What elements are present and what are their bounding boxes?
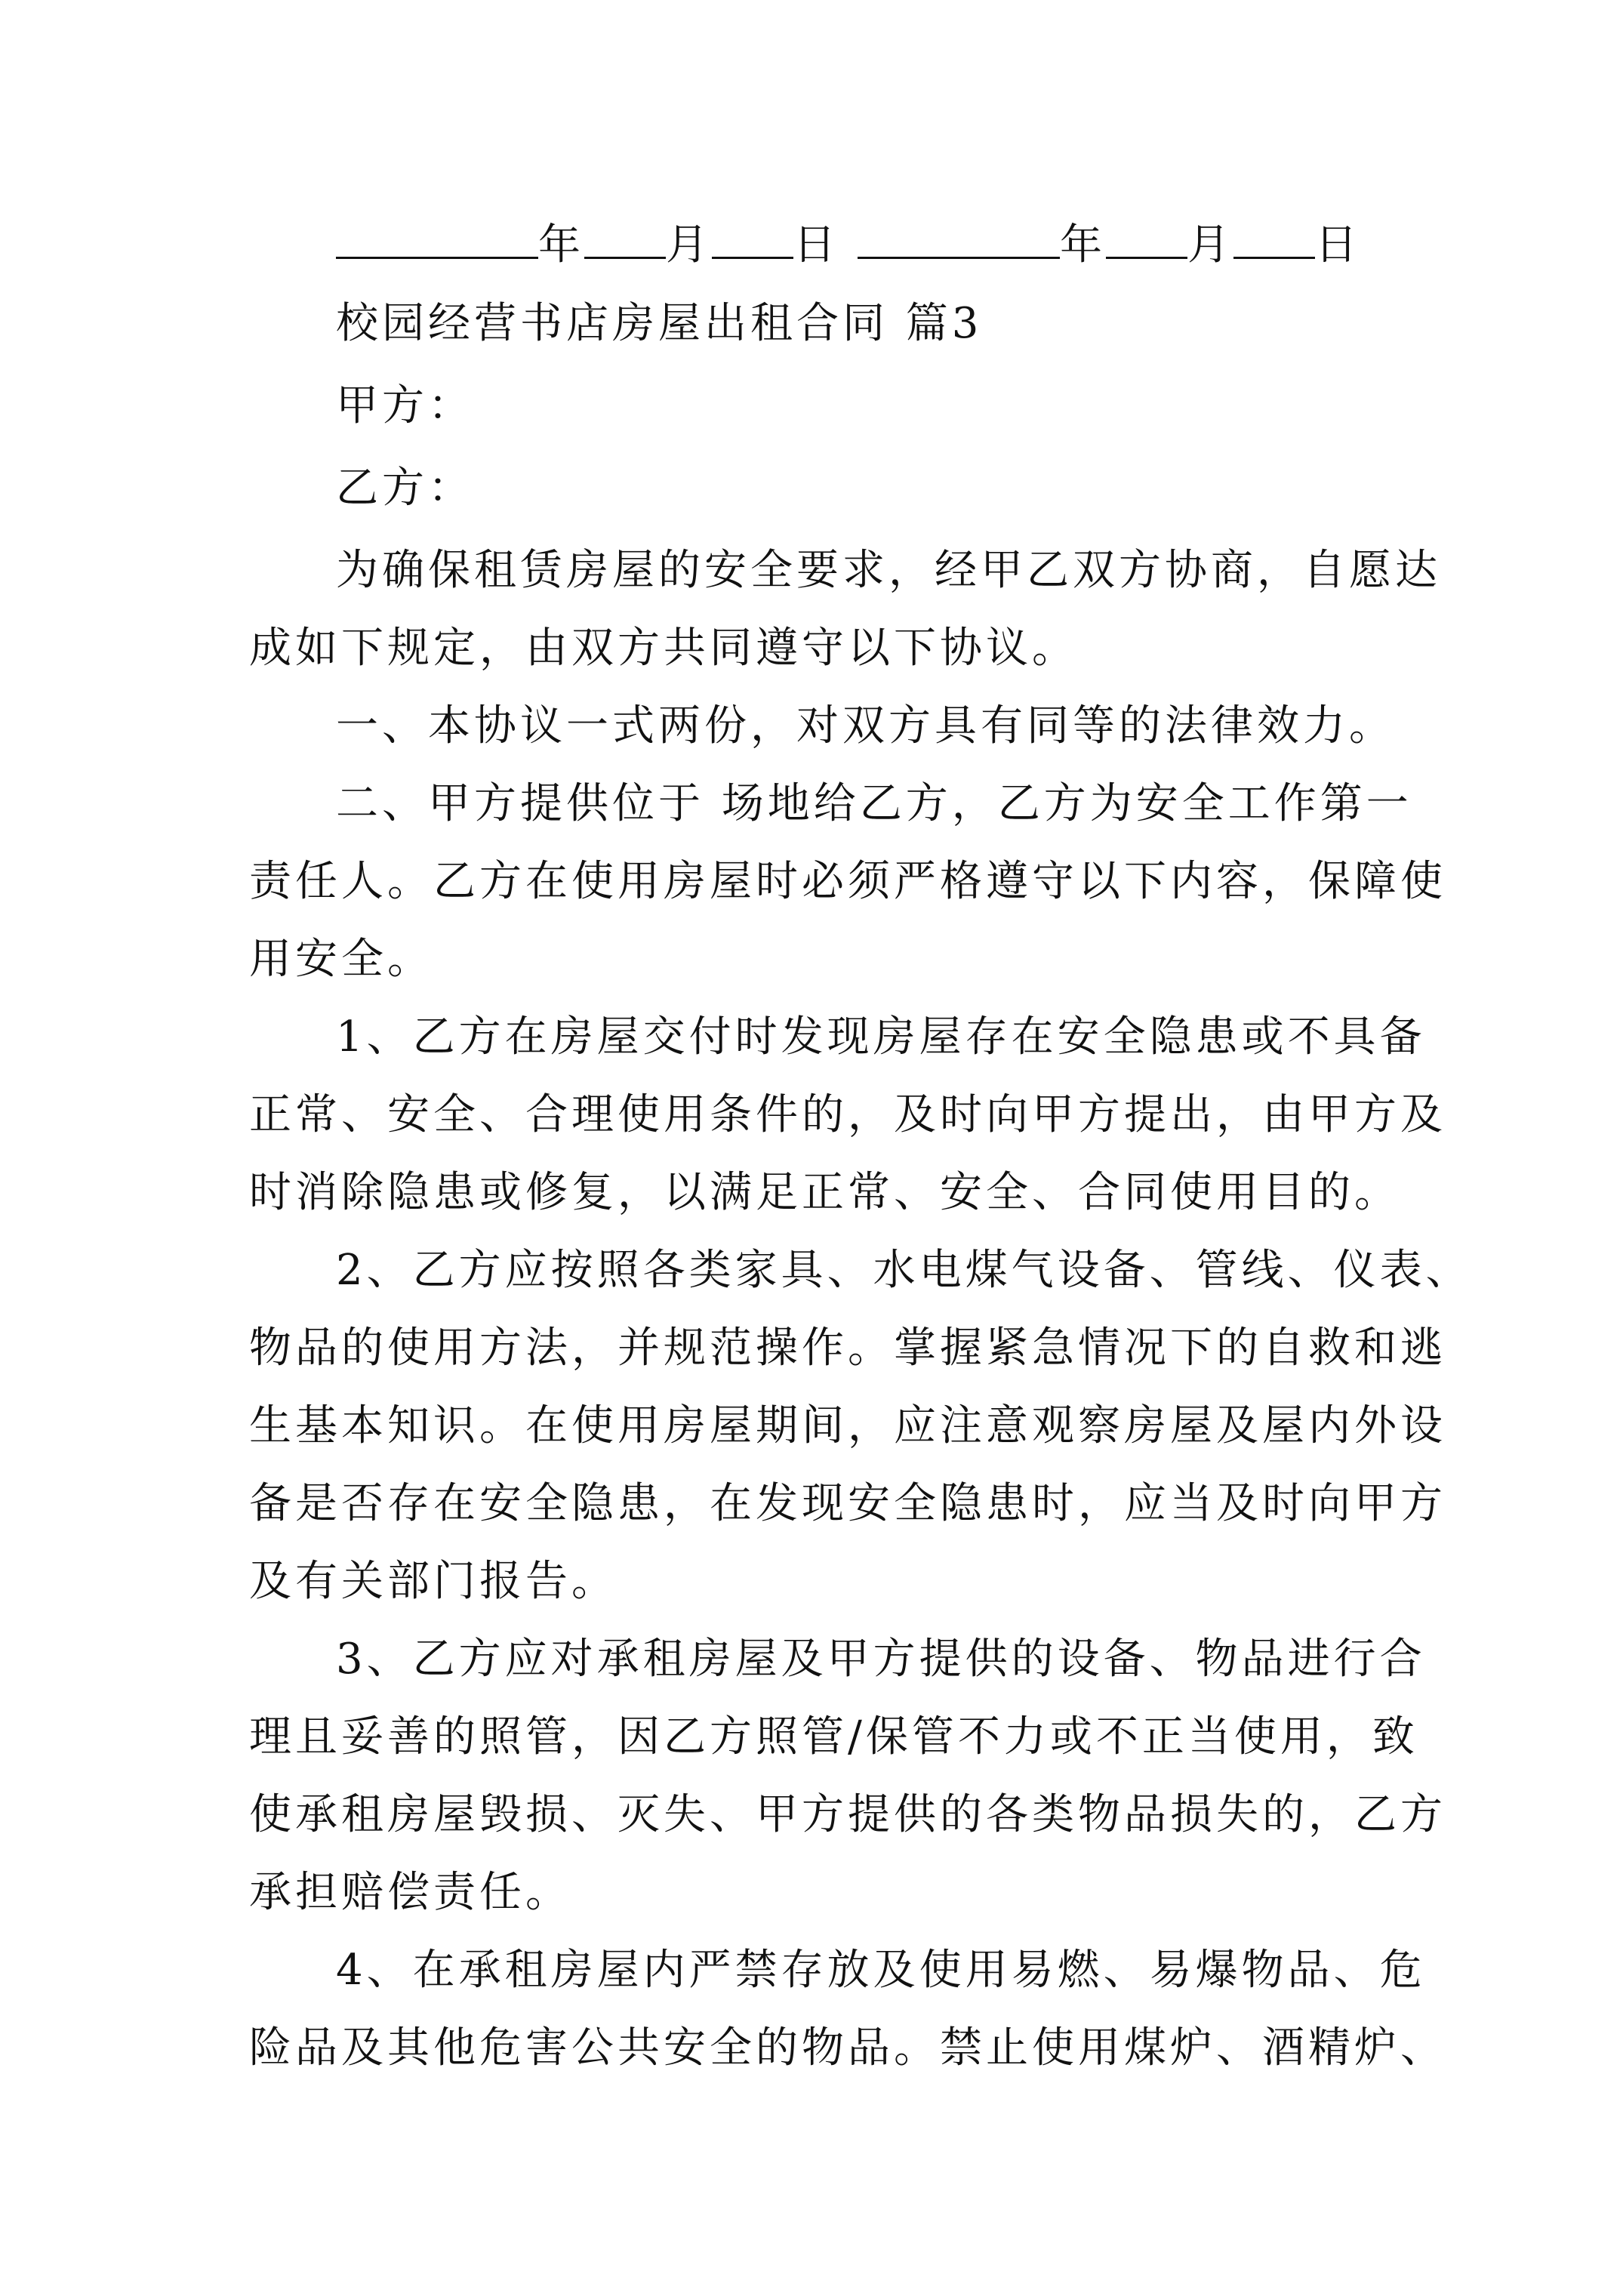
- contract-title: 校园经营书店房屋出租合同 篇3: [336, 299, 983, 348]
- body-line: 物品的使用方法，并规范操作。掌握紧急情况下的自救和逃: [249, 1324, 1446, 1373]
- day-label-a: 日: [793, 220, 839, 270]
- year-label-a: 年: [538, 220, 584, 270]
- body-line: 为确保租赁房屋的安全要求，经甲乙双方协商，自愿达: [336, 546, 1441, 595]
- body-line: 备是否存在安全隐患，在发现安全隐患时，应当及时向甲方: [249, 1479, 1446, 1528]
- body-line: 3、乙方应对承租房屋及甲方提供的设备、物品进行合: [336, 1635, 1426, 1684]
- body-line: 2、乙方应按照各类家具、水电煤气设备、管线、仪表、: [336, 1246, 1472, 1295]
- day-blank-a[interactable]: [712, 216, 793, 259]
- body-line: 二、甲方提供位于 场地给乙方，乙方为安全工作第一: [336, 779, 1412, 828]
- body-line: 成如下规定，由双方共同遵守以下协议。: [249, 624, 1078, 673]
- body-line: 用安全。: [249, 935, 433, 984]
- month-label-a: 月: [666, 220, 712, 270]
- body-line: 及有关部门报告。: [249, 1557, 617, 1606]
- body-line: 理且妥善的照管，因乙方照管/保管不力或不正当使用，致: [249, 1712, 1418, 1761]
- month-label-b: 月: [1187, 220, 1233, 270]
- body-line: 正常、安全、合理使用条件的，及时向甲方提出，由甲方及: [249, 1090, 1446, 1139]
- day-label-b: 日: [1315, 220, 1361, 270]
- body-line: 承担赔偿责任。: [249, 1868, 571, 1917]
- month-blank-b[interactable]: [1106, 216, 1187, 259]
- body-line: 生基本知识。在使用房屋期间，应注意观察房屋及屋内外设: [249, 1401, 1446, 1450]
- month-blank-a[interactable]: [584, 216, 666, 259]
- year-label-b: 年: [1060, 220, 1106, 270]
- party-b-label: 乙方：: [336, 464, 474, 513]
- year-blank-a[interactable]: [336, 216, 538, 259]
- signature-date-line: [336, 216, 1361, 270]
- year-blank-b[interactable]: [858, 216, 1060, 259]
- body-line: 时消除隐患或修复，以满足正常、安全、合同使用目的。: [249, 1168, 1400, 1217]
- body-line: 1、乙方在房屋交付时发现房屋存在安全隐患或不具备: [336, 1012, 1426, 1062]
- party-a-label: 甲方：: [336, 381, 474, 430]
- body-line: 4、在承租房屋内严禁存放及使用易燃、易爆物品、危: [336, 1946, 1426, 1995]
- body-line: 一、本协议一式两份，对双方具有同等的法律效力。: [336, 701, 1395, 750]
- body-line: 险品及其他危害公共安全的物品。禁止使用煤炉、酒精炉、: [249, 2023, 1446, 2073]
- body-line: 使承租房屋毁损、灭失、甲方提供的各类物品损失的，乙方: [249, 1790, 1446, 1839]
- body-line: 责任人。乙方在使用房屋时必须严格遵守以下内容，保障使: [249, 857, 1446, 906]
- day-blank-b[interactable]: [1233, 216, 1315, 259]
